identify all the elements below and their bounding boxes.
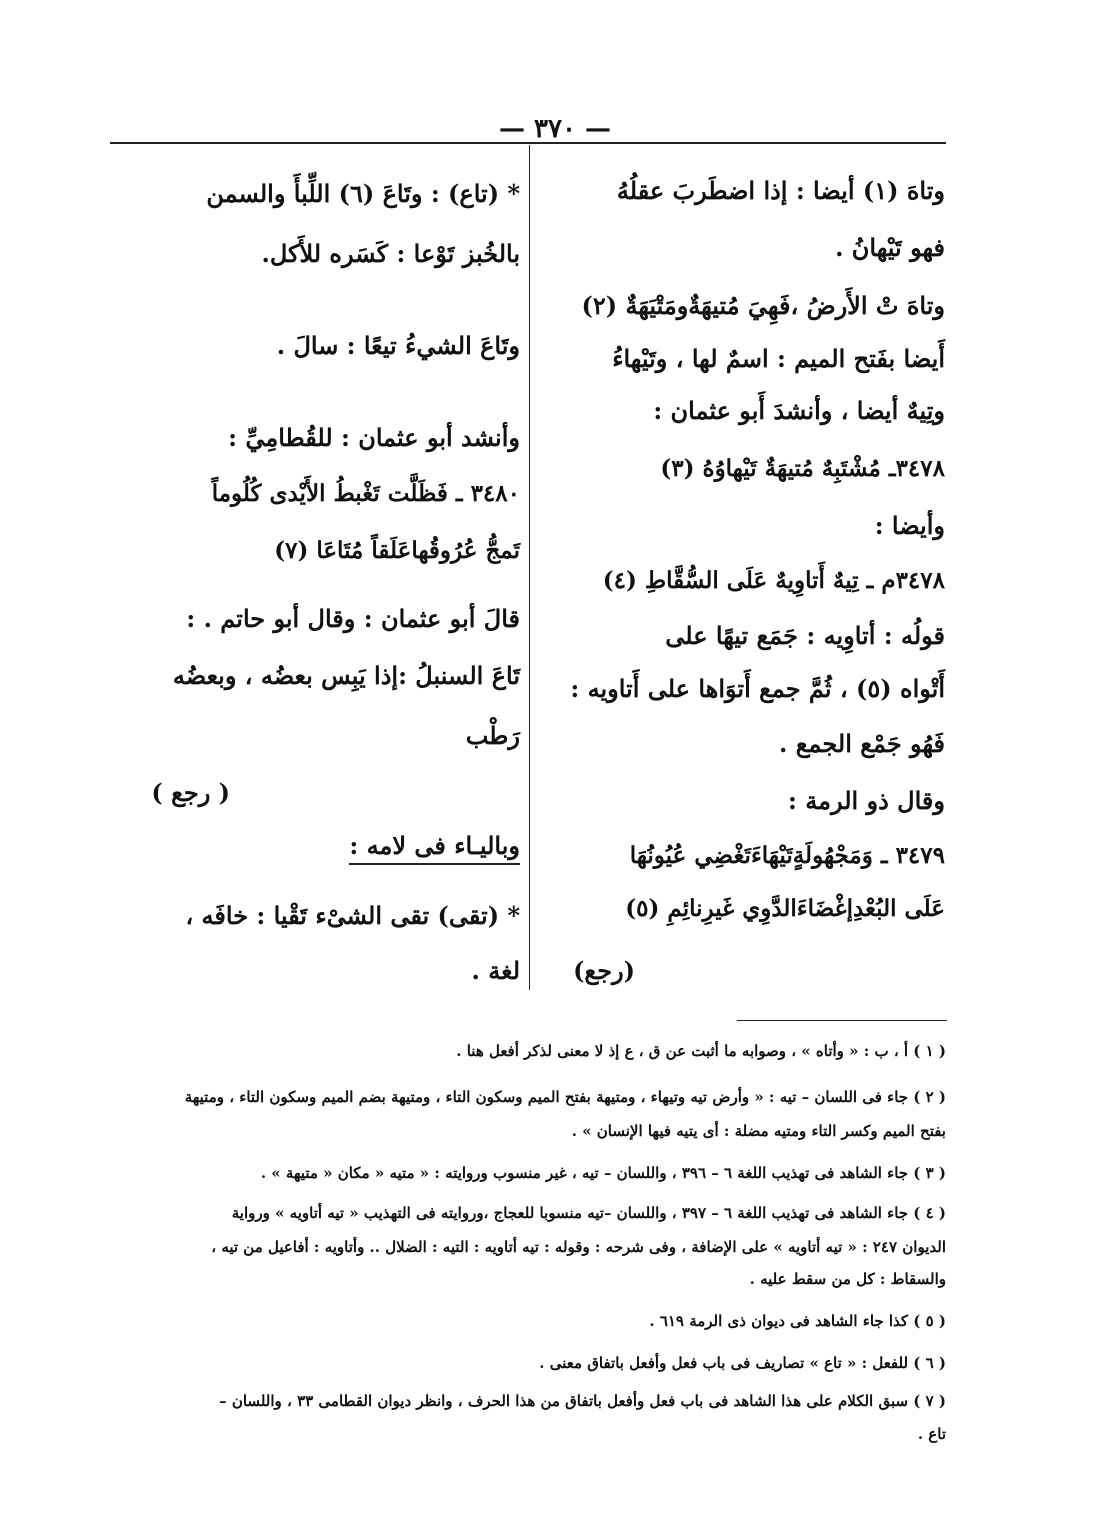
footnote: ( ٤ ) جاء الشاهد فى تهذيب اللغة ٦ – ٣٩٧ ، واللسان –تيه منسوبا للعجاج ،وروايته فى التهذيب « تيه أتاويه » ورواية [231,1204,946,1222]
entry-heading: * (تقى) تقى الشىْء تَقْيا : خافَه ، [185,901,520,930]
text-line: وقال ذو الرمة : [788,786,945,815]
text-line: رَطْب [465,721,520,750]
footnote-rule [737,1020,947,1021]
verse-line: ٣٤٧٩ ـ وَمَجْهُولَةٍتَيْهَاءَتَغْضِي عُيُونُهَا [629,842,945,869]
footnote: الديوان ٢٤٧ : « تيه أتاويه » على الإضافة ، وفى شرحه : وقوله : تيه أتاويه : التيه : الضلال .. وأتاويه : أفاعيل من تيه ، [211,1238,946,1256]
footnote: بفتح الميم وكسر التاء ومتيه مضلة : أى يتيه فيها الإنسان » . [571,1122,946,1140]
verse-line: تَمجُّ عُرُوقُهاعَلَقاً مُتَاعَا (٧) [274,537,520,564]
text-line: وتاهَ (١) أيضا : إذا اضطَربَ عقلُهُ [616,176,945,205]
verse-line: ٣٤٧٨ـ مُشْتَبِهٌ مُتيهَةٌ تَيْهاوُهُ (٣) [660,455,945,482]
text-line: قولُه : أتاوِيه : جَمَع تيهًا على [665,621,945,650]
column-divider [529,145,530,990]
footnote: تاع . [917,1425,946,1443]
text-line: فَهُو جَمْع الجمع . [779,729,945,758]
footnote: ( ١ ) أ ، ب : « وأتاه » ، وصوابه ما أثبت عن ق ، ع إذ لا معنى لذكر أفعل هنا . [456,1042,946,1060]
verse-line: ٣٤٧٨م ـ تِيهٌ أَتاوِيهٌ عَلَى السُّقَّاطِ (٤) [602,567,945,594]
text-line: تَاعَ السنبلُ :إذا يَبِس بعضُه ، وبعضُه [172,661,520,690]
return-marker: (رجع) [573,956,635,985]
text-line: قالَ أبو عثمان : وقال أبو حاتم . : [186,604,520,633]
text-line: وتَاعَ الشيءُ تيعًا : سالَ . [276,331,520,360]
footnote: ( ٢ ) جاء فى اللسان – تيه : « وأرض تيه وتيهاء ، ومتيهة بفتح الميم وسكون التاء ، ومتيهة بضم الميم وسكون التاء ، ومتيهة [184,1088,946,1106]
section-heading [349,830,520,862]
verse-line: ٣٤٨٠ ـ فَظَلَّت تَغْبطُ الأَيْدى كُلُوماً [211,480,520,507]
footnote: ( ٦ ) للفعل : « تاع » تصاريف فى باب فعل وأفعل باتفاق معنى . [539,1354,946,1372]
text-line: وتاهَ تْ الأَرضُ ،فَهِيَ مُتيهَةٌومَتْيَهَةٌ (٢) [581,291,945,320]
text-line: فهو تَيْهانُ . [835,233,945,262]
return-marker: ( رجع ) [151,778,230,807]
text-line: وتِيهٌ أيضا ، وأنشدَ أَبو عثمان : [653,396,945,425]
footnote: ( ٧ ) سبق الكلام على هذا الشاهد فى باب فعل وأفعل باتفاق من هذا الحرف ، وانظر ديوان القطامى ٣٣ ، واللسان – [219,1392,946,1410]
verse-line: عَلَى البُعْدِإغْضَاءَالدَّوِي غَيرِنائِمِ (٥) [625,895,945,922]
section-heading-text: وباليـاء فى لامه : [349,831,520,865]
header-rule [110,142,946,144]
text-line: أَيضا بفَتح الميم : اسمٌ لها ، وتَيْهاءُ [612,344,945,373]
page-number: — ٣٧٠ — [498,114,612,144]
entry-heading: * (تاع) : وتَاعَ (٦) اللِّبأَ والسمن [206,179,520,208]
text-line: بالخُبز تَوْعا : كَسَره للأَكل. [261,239,520,268]
text-line: وأيضا : [874,511,945,540]
footnote: ( ٣ ) جاء الشاهد فى تهذيب اللغة ٦ – ٣٩٦ ، واللسان – تيه ، غير منسوب وروايته : « متيه « مكان « متيهة » . [260,1164,946,1182]
footnote: والسقاط : كل من سقط عليه . [749,1270,946,1288]
text-line: لغة . [471,956,520,985]
text-line: أَتْواه (٥) ، ثُمَّ جمع أَتوَاها على أَتاويه : [570,674,945,703]
text-line: وأنشد أبو عثمان : للقُطامِيِّ : [228,423,520,452]
footnote: ( ٥ ) كذا جاء الشاهد فى ديوان ذى الرمة ٦١٩ . [649,1312,946,1330]
